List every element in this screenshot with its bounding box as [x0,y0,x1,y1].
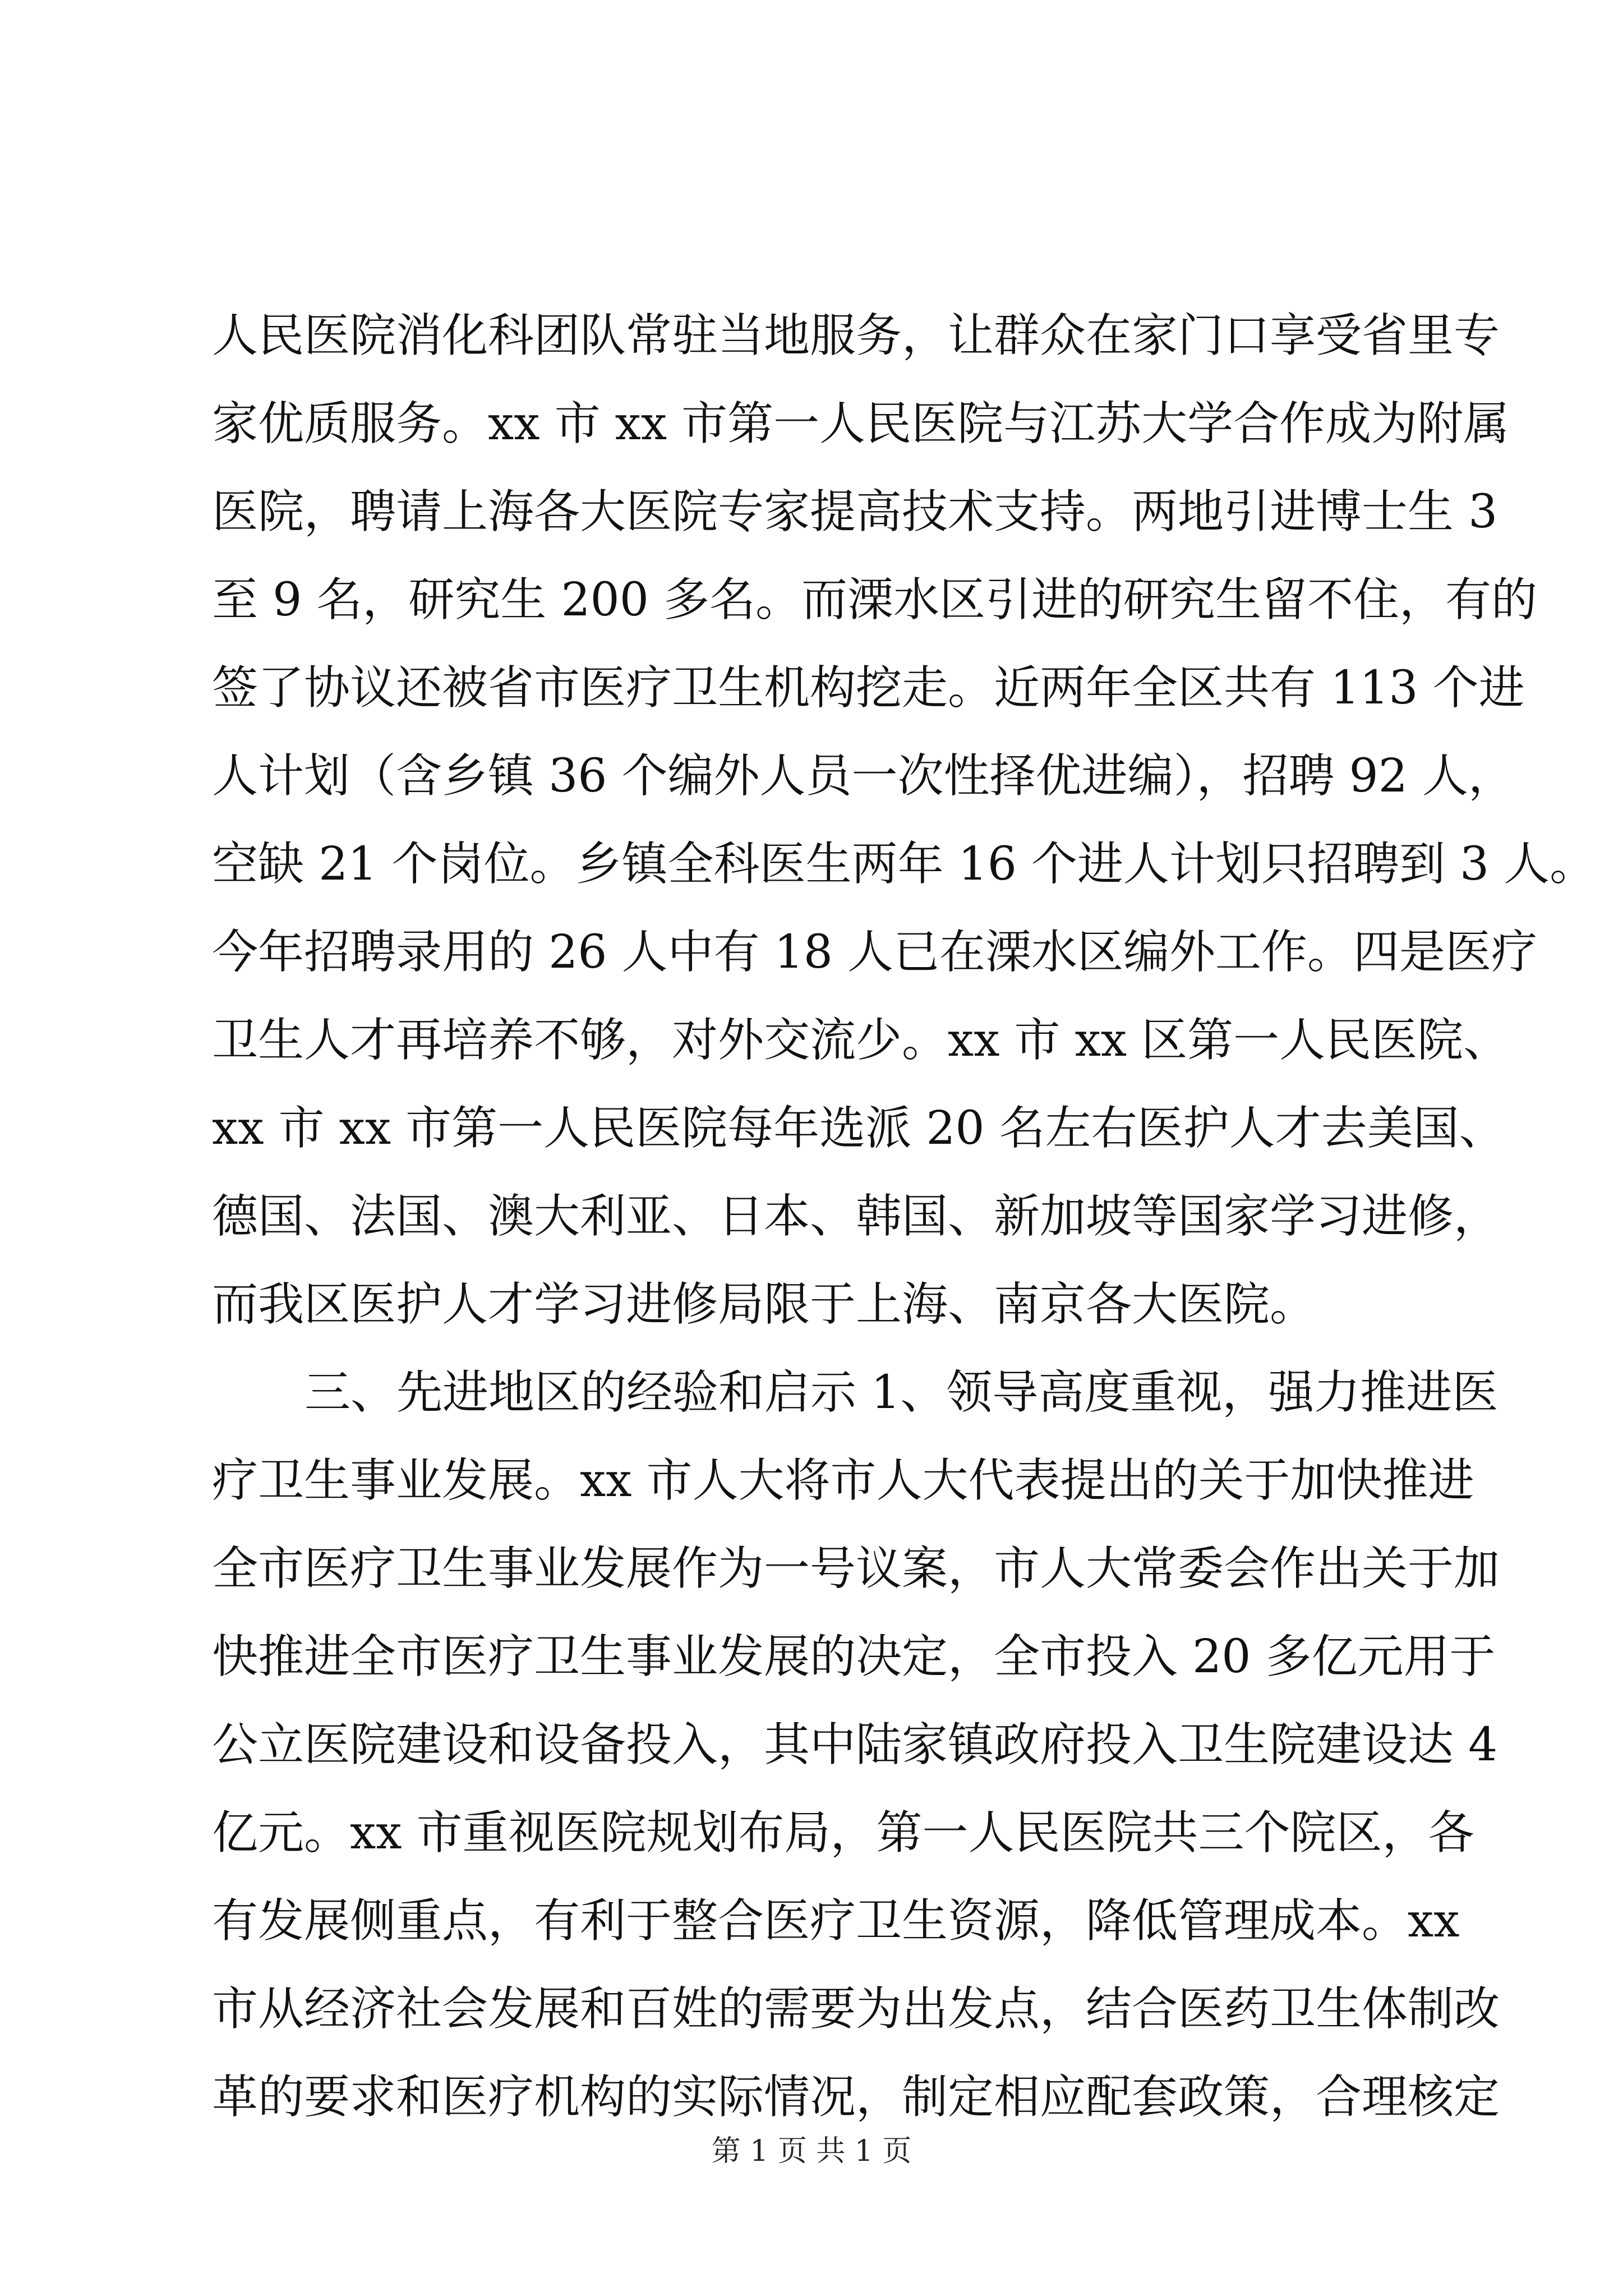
text-line: 市从经济社会发展和百姓的需要为出发点，结合医药卫生体制改 [212,1982,1500,2036]
text-line: 空缺 21 个岗位。乡镇全科医生两年 16 个进人计划只招聘到 3 人。 [212,838,1596,891]
text-line: 德国、法国、澳大利亚、日本、韩国、新加坡等国家学习进修， [212,1190,1500,1243]
text-line: 医院，聘请上海各大医院专家提高技术支持。两地引进博士生 3 [212,485,1498,539]
text-line: 卫生人才再培养不够，对外交流少。xx 市 xx 区第一人民医院、 [212,1014,1510,1067]
text-line: 今年招聘录用的 26 人中有 18 人已在溧水区编外工作。四是医疗 [212,926,1537,979]
section-heading-line: 三、先进地区的经验和启示 1、领导高度重视，强力推进医 [305,1366,1498,1419]
text-line: 全市医疗卫生事业发展作为一号议案，市人大常委会作出关于加 [212,1542,1500,1595]
text-line: 亿元。xx 市重视医院规划布局，第一人民医院共三个院区，各 [212,1806,1474,1860]
text-line: 人民医院消化科团队常驻当地服务，让群众在家门口享受省里专 [212,309,1500,362]
text-line: 签了协议还被省市医疗卫生机构挖走。近两年全区共有 113 个进 [212,661,1525,715]
document-body [212,292,1596,2141]
text-line: 人计划（含乡镇 36 个编外人员一次性择优进编），招聘 92 人， [212,749,1514,803]
paragraph-end-line: 而我区医护人才学习进修局限于上海、南京各大医院。 [212,1278,1316,1331]
text-line: 公立医院建设和设备投入，其中陆家镇政府投入卫生院建设达 4 [212,1718,1498,1772]
text-line: 家优质服务。xx 市 xx 市第一人民医院与江苏大学合作成为附属 [212,397,1510,450]
text-line: 疗卫生事业发展。xx 市人大将市人大代表提出的关于加快推进 [212,1454,1474,1507]
text-line: 革的要求和医疗机构的实际情况，制定相应配套政策，合理核定 [212,2070,1500,2124]
page-number-footer: 第 1 页 共 1 页 [711,2134,912,2168]
text-line: 至 9 名，研究生 200 多名。而溧水区引进的研究生留不住，有的 [212,573,1537,627]
text-line: xx 市 xx 市第一人民医院每年选派 20 名左右医护人才去美国、 [212,1102,1505,1155]
text-line: 有发展侧重点，有利于整合医疗卫生资源，降低管理成本。xx [212,1894,1460,1948]
text-line: 快推进全市医疗卫生事业发展的决定，全市投入 20 多亿元用于 [212,1630,1496,1683]
